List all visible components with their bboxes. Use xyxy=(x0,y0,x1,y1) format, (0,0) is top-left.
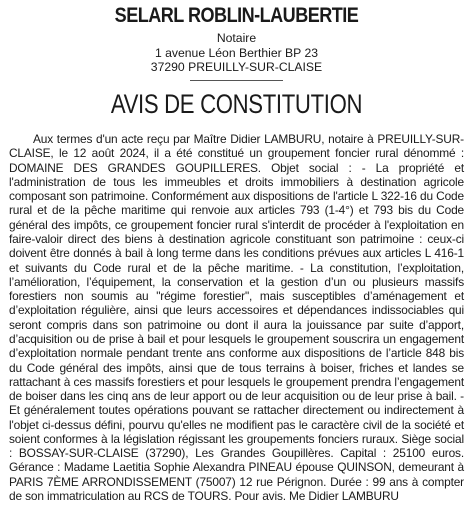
notice-body: Aux termes d'un acte reçu par Maître Didier LAMBURU, notaire à PREUILLY-SUR-CLAISE, le 12 août 2024, il a été constitué un groupement foncier rural dénommé : DOMAINE DES GRANDES GOUPILLERES. Objet social : - La propriété et l'administration de tous les immeubles et droits immobiliers à destination agricole composant son patrimoine. Conformément aux dispositions de l'article L 322-16 du Code rural et de la pêche maritime qui renvoie aux articles 793 (1-4°) et 793 bis du Code général des impôts, ce groupement foncier rural s'interdit de procéder à l'exploitation en faire-valoir direct des biens à destination agricole constituant son patrimoine : ceux-ci doivent être donnés à bail à long terme dans les conditions prévues aux articles L 416-1 et suivants du Code rural et de la pêche maritime. - La constitution, l’exploitation, l’amélioration, l’équipement, la conservation et la gestion d’un ou plusieurs massifs forestiers non soumis au "régime forestier", mais susceptibles d’aménagement et d’exploitation régulière, ainsi que leurs accessoires et dépendances indissociables qui seront compris dans son patrimoine ou dont il aura la jouissance par suite d’apport, d’acquisition ou de prise à bail et pour lesquels le groupement souscrira un engagement d’exploitation normale pendant trente ans conforme aux dispositions de l’article 848 bis du Code général des impôts, ainsi que de tous terrains à boiser, friches et landes se rattachant à ces massifs forestiers et pour lesquels le groupement prendra l’engagement de boiser dans les cinq ans de leur apport ou de leur acquisition ou de leur prise à bail. -Et généralement toutes opérations pouvant se rattacher directement ou indirectement à l'objet ci-dessus défini, pourvu qu'elles ne modifient pas le caractère civil de la société et soient conformes à la législation régissant les groupements fonciers ruraux. Siège social : BOSSAY-SUR-CLAISE (37290), Les Grandes Goupillères. Capital : 25100 euros. Gérance : Madame Laetitia Sophie Alexandra PINEAU épouse QUINSON, demeurant à PARIS 7ÈME ARRONDISSEMENT (75007) 12 rue Pérignon. Durée : 99 ans à compter de son immatriculation au RCS de TOURS. Pour avis. Me Didier LAMBURU xyxy=(9,132,464,504)
office-role: Notaire xyxy=(216,31,257,45)
office-address xyxy=(0,31,473,75)
office-city: 37290 PREUILLY-SUR-CLAISE xyxy=(150,60,323,75)
office-street: 1 avenue Léon Berthier BP 23 xyxy=(154,45,319,60)
notice-title: AVIS DE CONSTITUTION xyxy=(110,89,363,119)
office-name: SELARL ROBLIN-LAUBERTIE xyxy=(114,4,359,27)
header-divider xyxy=(190,80,283,81)
